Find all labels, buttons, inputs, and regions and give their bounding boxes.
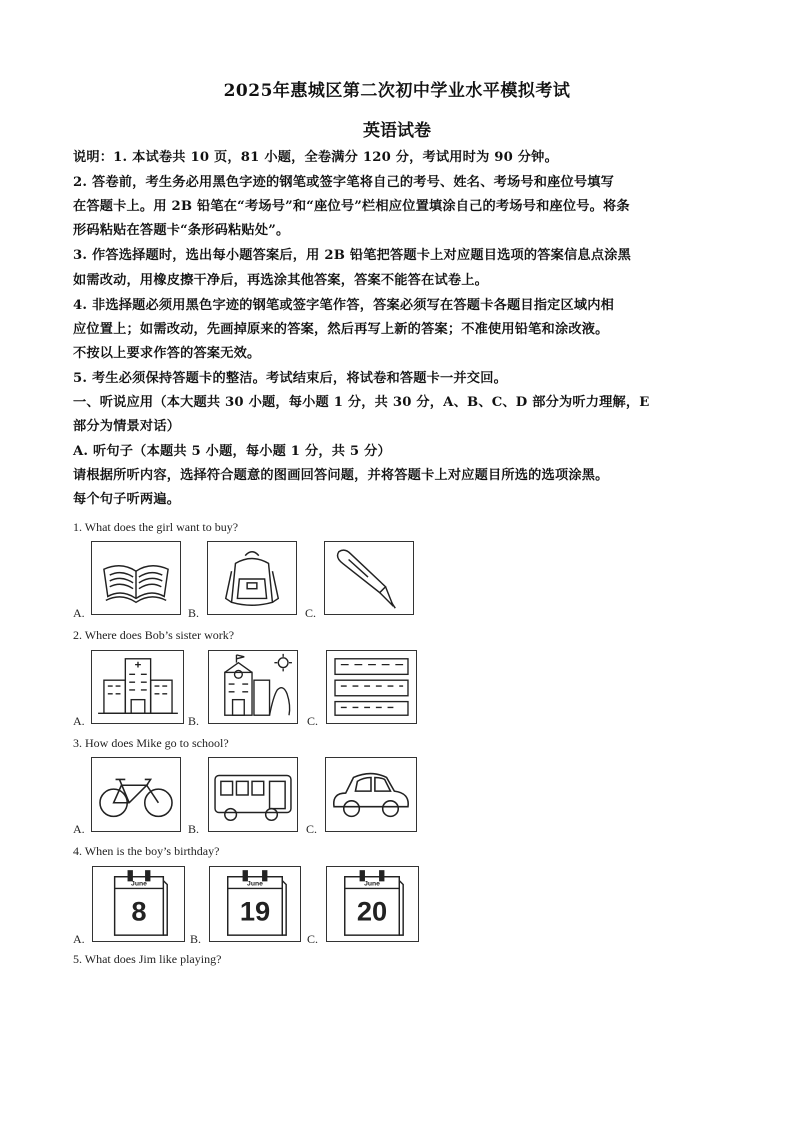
option-b-label: B. [190,932,202,946]
question-2: 2. Where does Bob’s sister work? [73,628,235,642]
instruction-line: 3. 作答选择题时，选出每小题答案后，用 2B 铅笔把答题卡上对应题目选项的答案信息点涂黑 [73,248,631,263]
school-icon [208,650,298,724]
instruction-line: 4. 非选择题必须用黑色字迹的钢笔或签字笔作答，答案必须写在答题卡各题目指定区域内相 [73,298,615,313]
exam-subtitle: 英语试卷 [363,121,431,141]
part-a-directions: 每个句子听两遍。 [73,492,181,507]
option-c-label: C. [306,822,318,836]
section-heading-cont: 部分为情景对话） [73,419,181,434]
part-a-directions: 请根据所听内容，选择符合题意的图画回答问题，并将答题卡上对应题目所选的选项涂黑。 [73,468,609,483]
calendar-day: 19 [239,895,271,927]
question-5: 5. What does Jim like playing? [73,952,222,966]
option-c-label: C. [307,932,319,946]
question-4: 4. When is the boy’s birthday? [73,844,220,858]
section-heading: 一、听说应用（本大题共 30 小题，每小题 1 分，共 30 分，A、B、C、D 部分为听力理解，E [73,395,650,410]
pen-icon [324,541,414,615]
option-c-label: C. [305,606,317,620]
calendar-icon [326,866,419,942]
calendar-day: 8 [131,895,147,927]
instruction-line: 5. 考生必须保持答题卡的整洁。考试结束后，将试卷和答题卡一并交回。 [73,371,507,386]
option-a-label: A. [73,932,85,946]
instruction-line: 2. 答卷前，考生务必用黑色字迹的钢笔或签字笔将自己的考号、姓名、考场号和座位号填写 [73,175,615,190]
calendar-month: June [364,880,380,888]
calendar-month: June [131,880,147,888]
car-icon [325,757,417,832]
instruction-line: 形码粘贴在答题卡“条形码粘贴处”。 [73,223,290,238]
instruction-line: 说明：1. 本试卷共 10 页，81 小题，全卷满分 120 分，考试用时为 90 分钟。 [73,150,558,165]
option-a-label: A. [73,606,85,620]
calendar-day: 20 [356,895,388,927]
exam-title: 2025年惠城区第二次初中学业水平模拟考试 [223,81,571,101]
bus-icon [208,757,298,832]
hospital-icon [91,650,184,724]
calendar-icon [209,866,301,942]
instruction-line: 不按以上要求作答的答案无效。 [73,346,261,361]
instruction-line: 应位置上；如需改动，先画掉原来的答案，然后再写上新的答案；不准使用铅笔和涂改液。 [73,322,609,337]
option-b-label: B. [188,606,200,620]
shop-icon [326,650,417,724]
calendar-month: June [247,880,263,888]
instruction-line: 在答题卡上。用 2B 铅笔在“考场号”和“座位号”栏相应位置填涂自己的考场号和座位号。将条 [73,199,630,214]
backpack-icon [207,541,297,615]
option-b-label: B. [188,714,200,728]
option-c-label: C. [307,714,319,728]
instruction-line: 如需改动，用橡皮擦干净后，再选涂其他答案，答案不能答在试卷上。 [73,273,489,288]
option-a-label: A. [73,714,85,728]
question-3: 3. How does Mike go to school? [73,736,229,750]
bicycle-icon [91,757,181,832]
option-b-label: B. [188,822,200,836]
question-1: 1. What does the girl want to buy? [73,520,239,534]
part-a-heading: A. 听句子（本题共 5 小题，每小题 1 分，共 5 分） [73,444,391,459]
option-a-label: A. [73,822,85,836]
calendar-icon [92,866,185,942]
book-icon [91,541,181,615]
